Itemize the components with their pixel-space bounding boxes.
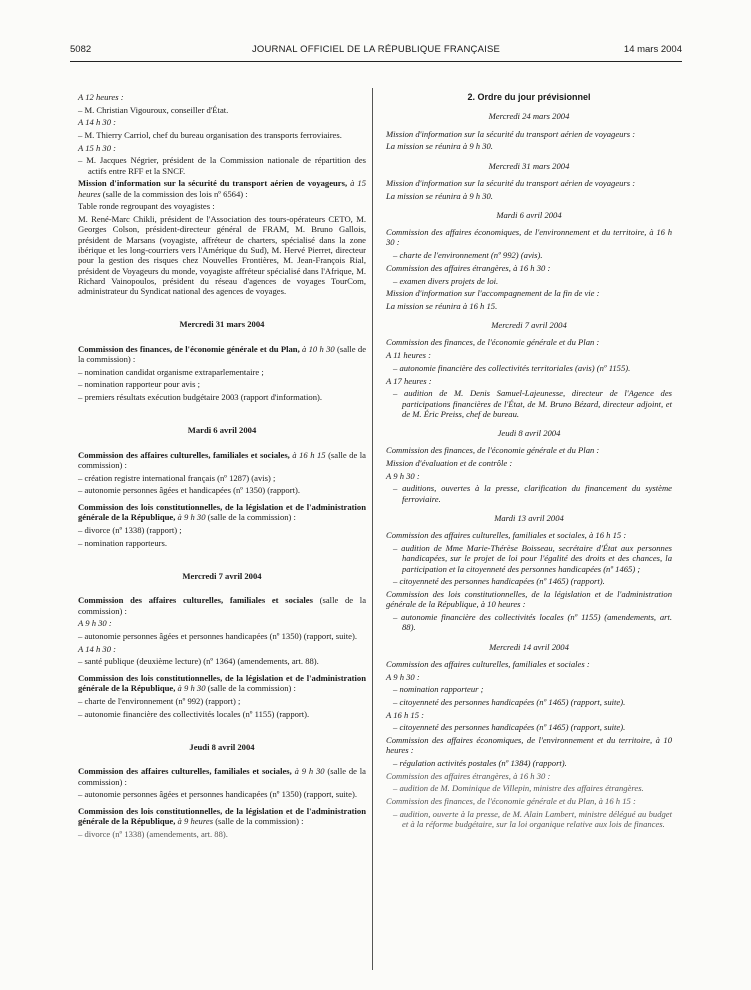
committee-entry: Mission d'évaluation et de contrôle :	[386, 458, 513, 469]
participants-list: M. René-Marc Chikli, président de l'Association des tours-opérateurs CETO, M. Georges Colson, président-directeur général de FRAM, M. Bruno Gallois, président de Marsans (voyagiste, affréteur de charters, spécialisé dans la zone ibérique et les long-courriers vers l'Amérique du Sud), M. Hervé Pierret, directeur pour la gestion des risques chez Nouvelles Frontières, M. Jean-François Rial, président de Voyageurs du monde, voyagiste affréteur spécialisé dans l'Afrique, M. Richard Vainopoulos, président du réseau d'agences de voyages TourCom, administrateur du Syndicat national des agences de voyages.	[78, 214, 366, 297]
day-heading: Mercredi 31 mars 2004	[179, 319, 265, 330]
agenda-item: – audition, ouverte à la presse, de M. Alain Lambert, ministre délégué au budget et à la réforme budgétaire, sur la loi organique relative aux lois de finances.	[393, 808, 672, 830]
day-heading: Mardi 6 avril 2004	[496, 209, 562, 220]
meeting-time: à 15 heures	[78, 178, 367, 199]
agenda-item: – nomination rapporteur pour avis ;	[78, 379, 200, 390]
agenda-item: – autonomie personnes âgées et personnes handicapées (nº 1350) (rapport, suite).	[78, 631, 358, 642]
agenda-item: – création registre international français (nº 1287) (avis) ;	[78, 472, 276, 483]
committee-name: Commission des affaires culturelles, familiales et sociales,	[78, 766, 292, 777]
time-label: A 15 h 30 :	[78, 142, 117, 153]
agenda-item: – citoyenneté des personnes handicapées (nº 1465) (rapport).	[393, 576, 605, 587]
agenda-item: – charte de l'environnement (nº 992) (avis).	[393, 250, 543, 261]
meeting-note: La mission se réunira à 9 h 30.	[386, 190, 493, 201]
agenda-item: – audition de M. Denis Samuel-Lajeunesse, directeur de l'Agence des participations financières de l'État, de M. Bruno Bézard, directeur adjoint, et de M. Éric Preiss, chef de bureau.	[393, 388, 672, 419]
header-rule	[70, 61, 682, 62]
committee-entry: Commission des finances, de l'économie générale et du Plan, à 16 h 15 :	[386, 796, 636, 807]
agenda-item: – autonomie financière des collectivités territoriales (avis) (nº 1155).	[393, 362, 631, 373]
committee-entry	[78, 766, 366, 787]
day-heading: Jeudi 8 avril 2004	[189, 742, 255, 753]
column-divider	[372, 88, 373, 970]
committee-entry: Commission des affaires étrangères, à 16 h 30 :	[386, 770, 551, 781]
agenda-item: – M. Thierry Carriol, chef du bureau organisation des transports ferroviaires.	[78, 130, 342, 141]
meeting-time: à 9 h 30	[175, 512, 206, 523]
agenda-item: – citoyenneté des personnes handicapées (nº 1465) (rapport, suite).	[393, 722, 626, 733]
time-label: A 12 heures :	[78, 92, 124, 102]
meeting-time: à 9 h 30	[291, 766, 325, 777]
agenda-item: – audition de Mme Marie-Thérèse Boisseau, secrétaire d'État aux personnes handicapées, sur le projet de loi pour l'égalité des droits et des chances, la participation et la citoyenneté des personnes handicapées (nº 1465) ;	[393, 543, 672, 574]
agenda-item: – autonomie personnes âgées et personnes handicapées (nº 1350) (rapport, suite).	[78, 789, 358, 800]
committee-name: Commission des lois constitutionnelles, de la législation et de l'administration générale de la République,	[78, 806, 366, 827]
meeting-time: à 16 h 15	[289, 449, 326, 460]
page-number: 5082	[70, 44, 92, 55]
day-heading: Jeudi 8 avril 2004	[497, 428, 561, 439]
committee-entry: Mission d'information sur la sécurité du transport aérien de voyageurs :	[386, 177, 636, 188]
meeting-note: La mission se réunira à 9 h 30.	[386, 141, 493, 152]
committee-entry: Commission des affaires étrangères, à 16 h 30 :	[386, 262, 551, 273]
right-column	[386, 92, 672, 832]
committee-entry: Commission des affaires culturelles, familiales et sociales, à 16 h 15 :	[386, 530, 627, 541]
time-label: A 17 heures :	[386, 375, 432, 386]
meeting-room: (salle de la commission) :	[78, 766, 366, 787]
committee-entry	[78, 178, 366, 199]
agenda-item: – autonomie personnes âgées et handicapées (nº 1350) (rapport).	[78, 485, 300, 496]
agenda-item: – auditions, ouvertes à la presse, clarification du financement du système ferroviaire.	[393, 483, 672, 504]
section-heading: 2. Ordre du jour prévisionnel	[467, 92, 591, 102]
page-header	[70, 44, 682, 58]
time-label: A 16 h 15 :	[386, 709, 425, 720]
day-heading: Mardi 13 avril 2004	[494, 513, 564, 524]
meeting-room: (salle de la commission) :	[78, 343, 367, 365]
agenda-item: – régulation activités postales (nº 1384) (rapport).	[393, 758, 567, 769]
time-label: A 9 h 30 :	[386, 671, 420, 682]
agenda-item: – autonomie financière des collectivités locales (nº 1155) (rapport).	[78, 708, 310, 719]
committee-entry	[78, 344, 366, 365]
agenda-item: – nomination candidat organisme extraparlementaire ;	[78, 366, 264, 377]
committee-entry: Commission des finances, de l'économie générale et du Plan :	[386, 337, 600, 348]
committee-name: Commission des lois constitutionnelles, de la législation et de l'administration générale de la République,	[78, 502, 366, 523]
meeting-room: (salle de la commission) :	[78, 595, 367, 616]
agenda-item: – santé publique (deuxième lecture) (nº 1364) (amendements, art. 88).	[78, 656, 319, 667]
agenda-item: – M. Jacques Négrier, président de la Commission nationale de répartition des actifs entre RFF et la SNCF.	[78, 155, 366, 176]
committee-name: Commission des lois constitutionnelles, de la législation et de l'administration générale de la République,	[78, 673, 366, 694]
day-heading: Mercredi 24 mars 2004	[488, 111, 570, 122]
committee-name: Mission d'information sur la sécurité du transport aérien de voyageurs,	[78, 178, 348, 189]
meeting-time: à 10 h 30	[299, 343, 335, 354]
time-label: A 14 h 30 :	[78, 117, 117, 128]
meeting-time: à 9 h 30	[175, 683, 206, 694]
agenda-item: – audition de M. Dominique de Villepin, ministre des affaires étrangères.	[393, 783, 644, 794]
committee-name: Commission des finances, de l'économie générale et du Plan,	[78, 343, 300, 354]
meeting-room: (salle de la commission) :	[205, 512, 296, 523]
committee-name: Commission des affaires culturelles, familiales et sociales	[78, 595, 313, 606]
agenda-item: – premiers résultats exécution budgétaire 2003 (rapport d'information).	[78, 392, 323, 403]
meeting-room: (salle de la commission des lois nº 6564) :	[100, 188, 248, 199]
meeting-room: (salle de la commission) :	[213, 816, 304, 827]
time-label: A 9 h 30 :	[386, 470, 420, 481]
meeting-time: à 9 heures	[175, 816, 214, 827]
time-label: A 11 heures :	[386, 350, 431, 361]
committee-entry	[78, 595, 366, 616]
journal-title: JOURNAL OFFICIEL DE LA RÉPUBLIQUE FRANÇAISE	[251, 44, 501, 55]
agenda-item: – autonomie financière des collectivités locales (nº 1155) (amendements, art. 88).	[393, 612, 672, 633]
day-heading: Mercredi 7 avril 2004	[491, 320, 567, 331]
meeting-room: (salle de la commission) :	[205, 683, 296, 694]
agenda-item: – examen divers projets de loi.	[393, 275, 499, 286]
committee-entry: Commission des affaires économiques, de l'environnement et du territoire, à 10 heures :	[386, 735, 672, 756]
committee-entry	[78, 450, 366, 471]
committee-entry	[78, 673, 366, 694]
agenda-item: – divorce (nº 1338) (rapport) ;	[78, 525, 182, 536]
committee-entry	[78, 502, 366, 523]
agenda-item: – citoyenneté des personnes handicapées (nº 1465) (rapport, suite).	[393, 696, 626, 707]
agenda-item: – nomination rapporteur ;	[393, 684, 484, 695]
table-ronde-label: Table ronde regroupant des voyagistes :	[78, 201, 215, 212]
committee-name: Commission des affaires culturelles, familiales et sociales,	[78, 449, 290, 460]
day-heading: Mardi 6 avril 2004	[187, 425, 257, 436]
committee-entry: Commission des affaires économiques, de l'environnement et du territoire, à 16 h 30 :	[386, 227, 672, 248]
committee-entry	[78, 806, 366, 827]
committee-entry: Commission des lois constitutionnelles, de la législation et de l'administration générale de la République, à 10 heures :	[386, 589, 672, 610]
meeting-room: (salle de la commission) :	[78, 449, 366, 471]
committee-entry: Mission d'information sur l'accompagnement de la fin de vie :	[386, 288, 600, 299]
agenda-item: – divorce (nº 1338) (amendements, art. 88).	[78, 829, 228, 839]
committee-entry: Mission d'information sur la sécurité du transport aérien de voyageurs :	[386, 128, 636, 139]
committee-entry: Commission des affaires culturelles, familiales et sociales :	[386, 658, 590, 669]
meeting-note: La mission se réunira à 16 h 15.	[386, 300, 498, 311]
agenda-item: – M. Christian Vigouroux, conseiller d'État.	[78, 104, 229, 115]
day-heading: Mercredi 7 avril 2004	[182, 571, 262, 582]
day-heading: Mercredi 31 mars 2004	[488, 160, 570, 171]
agenda-item: – nomination rapporteurs.	[78, 537, 168, 548]
issue-date: 14 mars 2004	[623, 44, 682, 55]
left-column	[78, 92, 366, 842]
committee-entry: Commission des finances, de l'économie générale et du Plan :	[386, 445, 600, 456]
time-label: A 14 h 30 :	[78, 643, 117, 654]
time-label: A 9 h 30 :	[78, 618, 112, 629]
day-heading: Mercredi 14 avril 2004	[489, 641, 569, 652]
agenda-item: – charte de l'environnement (nº 992) (rapport) ;	[78, 696, 241, 707]
